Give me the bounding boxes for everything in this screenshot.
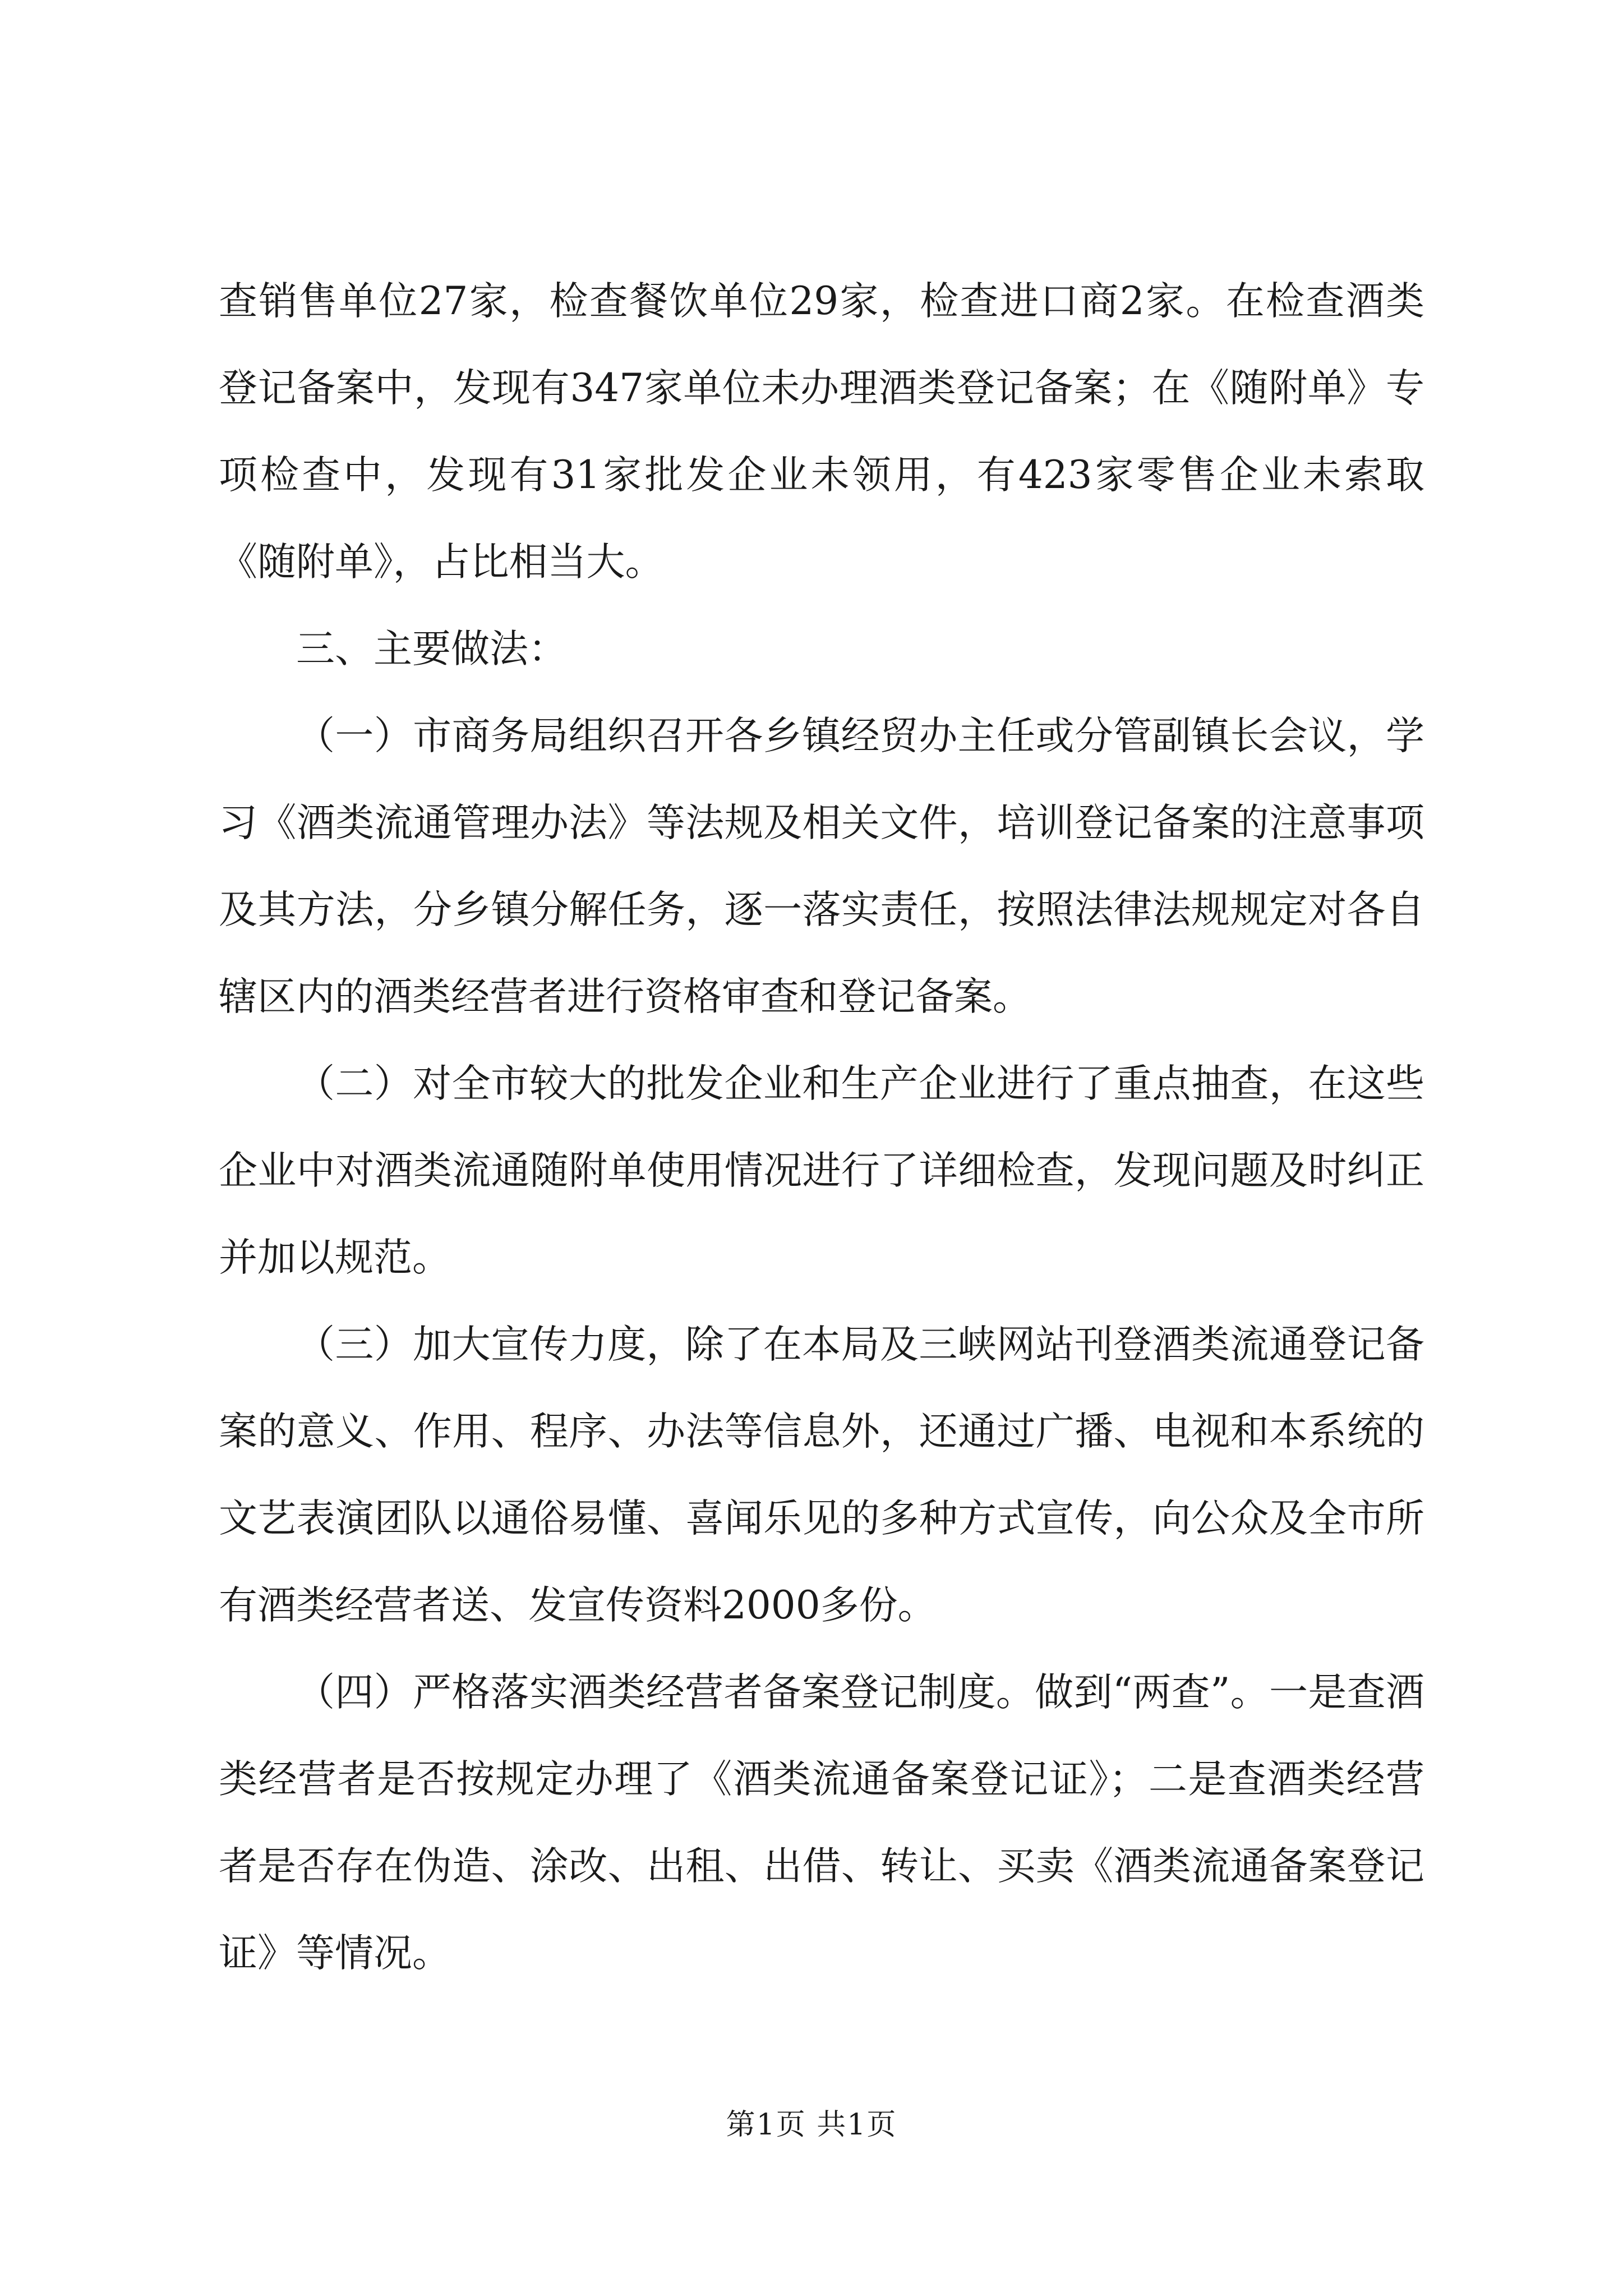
paragraph-item-1: （一）市商务局组织召开各乡镇经贸办主任或分管副镇长会议，学习《酒类流通管理办法》等法规及相关文件，培训登记备案的注意事项及其方法，分乡镇分解任务，逐一落实责任，按照法律法规规定对各自辖区内的酒类经营者进行资格审查和登记备案。 (219, 714, 1424, 1019)
document-body (219, 258, 1424, 1997)
paragraph-item-2: （二）对全市较大的批发企业和生产企业进行了重点抽查，在这些企业中对酒类流通随附单使用情况进行了详细检查，发现问题及时纠正并加以规范。 (219, 1061, 1424, 1280)
paragraph-item-3: （三）加大宣传力度，除了在本局及三峡网站刊登酒类流通登记备案的意义、作用、程序、办法等信息外，还通过广播、电视和本系统的文艺表演团队以通俗易懂、喜闻乐见的多种方式宣传，向公众及全市所有酒类经营者送、发宣传资料2000多份。 (219, 1322, 1424, 1628)
section-heading-main-methods: 三、主要做法： (296, 627, 567, 671)
paragraph-item-4: （四）严格落实酒类经营者备案登记制度。做到“两查”。一是查酒类经营者是否按规定办理了《酒类流通备案登记证》；二是查酒类经营者是否存在伪造、涂改、出租、出借、转让、买卖《酒类流通备案登记证》等情况。 (219, 1670, 1424, 1976)
page-number-footer: 第1页 共1页 (726, 2108, 897, 2142)
paragraph-continuation: 查销售单位27家，检查餐饮单位29家，检查进口商2家。在检查酒类登记备案中，发现有347家单位未办理酒类登记备案；在《随附单》专项检查中，发现有31家批发企业未领用，有423家零售企业未索取《随附单》，占比相当大。 (219, 279, 1424, 585)
